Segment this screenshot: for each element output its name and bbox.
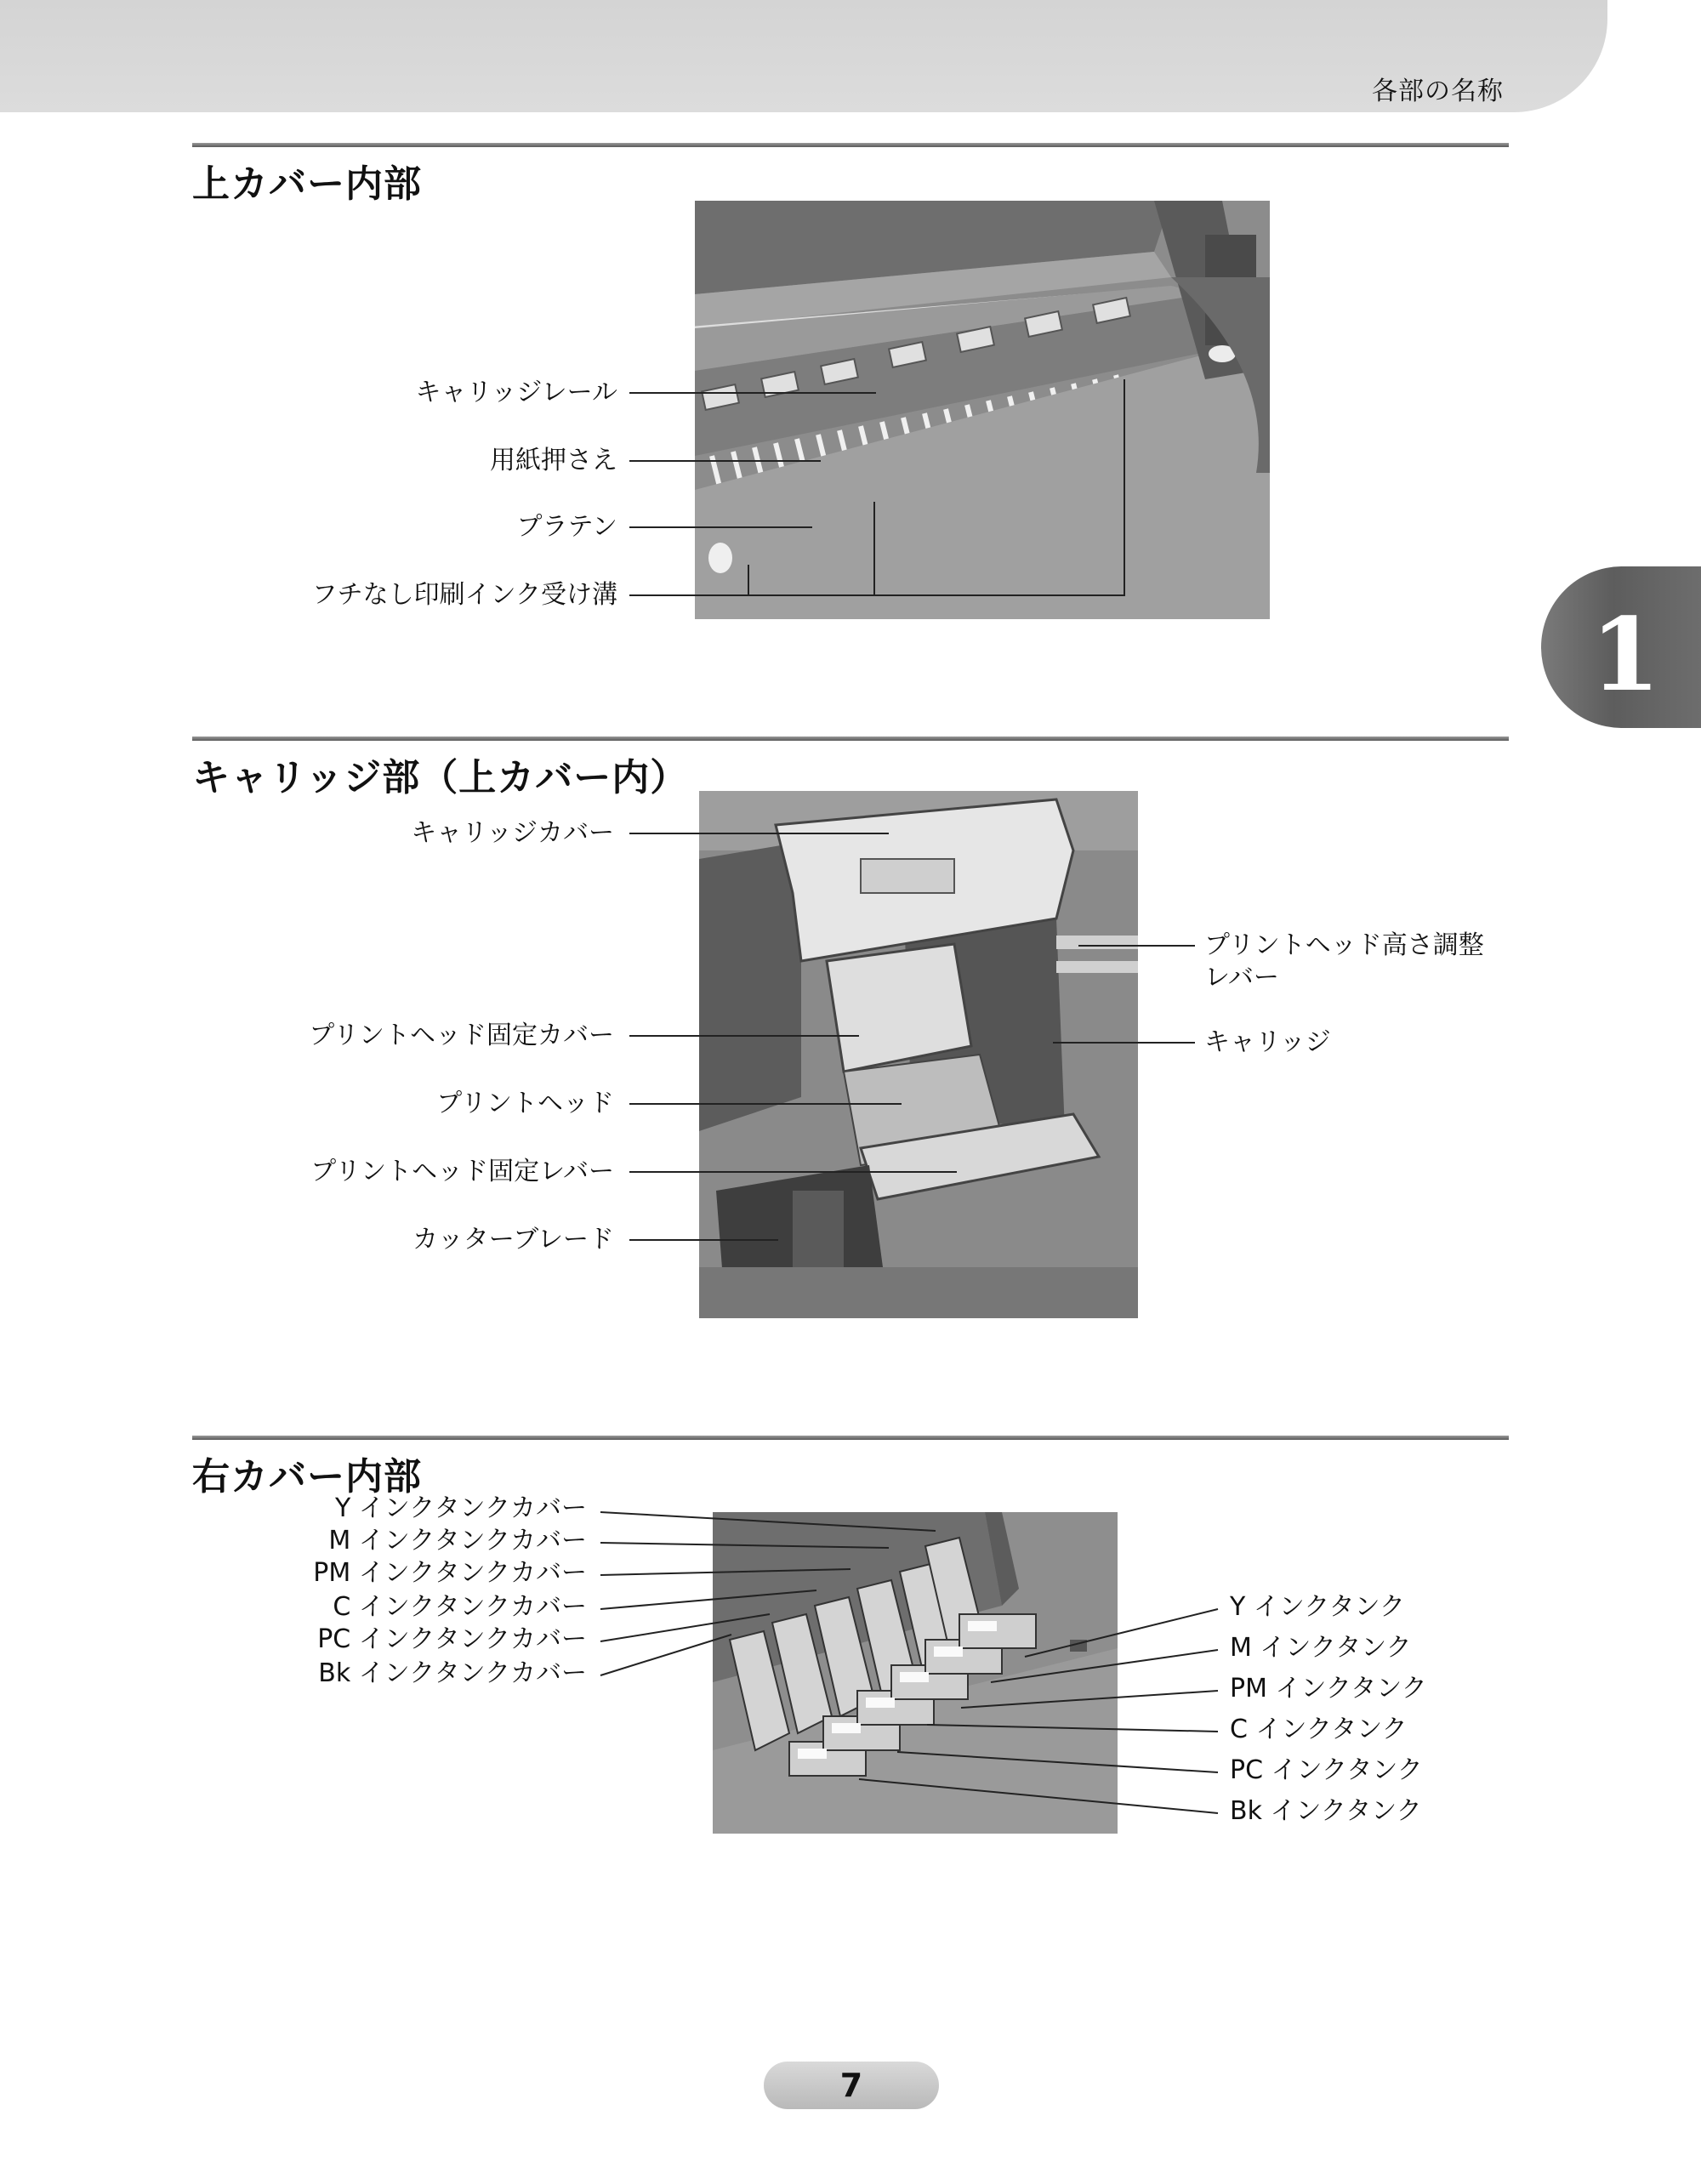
label-printhead: プリントヘッド — [436, 1089, 614, 1118]
label-cutter-blade: カッターブレード — [412, 1225, 614, 1254]
label-pm-ink-tank-cover: PM インクタンクカバー — [313, 1558, 587, 1588]
section-rule-top-cover — [192, 143, 1509, 147]
label-bk-ink-tank-cover: Bk インクタンクカバー — [318, 1658, 587, 1688]
label-paper-retainer: 用紙押さえ — [490, 446, 617, 475]
chapter-number: 1 — [1590, 595, 1661, 714]
label-m-ink-tank: M インクタンク — [1230, 1633, 1412, 1663]
label-c-ink-tank-cover: C インクタンクカバー — [333, 1592, 587, 1622]
label-pc-ink-tank: PC インクタンク — [1230, 1755, 1423, 1785]
section-rule-right-cover — [192, 1436, 1509, 1440]
label-head-height-lever-line2: レバー — [1204, 963, 1279, 992]
carriage-illustration — [699, 791, 1138, 1318]
label-head-height-lever-line1: プリントヘッド高さ調整 — [1204, 930, 1484, 960]
label-pm-ink-tank: PM インクタンク — [1230, 1674, 1427, 1703]
label-carriage-cover: キャリッジカバー — [411, 818, 614, 848]
section-title-carriage: キャリッジ部（上カバー内） — [192, 756, 689, 799]
label-printhead-lock-cover: プリントヘッド固定カバー — [309, 1021, 614, 1050]
page-number: 7 — [839, 2067, 863, 2104]
section-rule-carriage — [192, 737, 1509, 741]
running-header-title: 各部の名称 — [1372, 77, 1504, 106]
label-y-ink-tank: Y インクタンク — [1230, 1592, 1406, 1622]
top-cover-interior-illustration — [695, 201, 1270, 619]
label-borderless-ink-groove: フチなし印刷インク受け溝 — [311, 580, 617, 610]
label-platen: プラテン — [516, 512, 617, 542]
label-printhead-lock-lever: プリントヘッド固定レバー — [310, 1157, 614, 1186]
ink-tank-illustration — [713, 1512, 1118, 1834]
label-carriage-rail: キャリッジレール — [415, 378, 617, 407]
label-carriage: キャリッジ — [1204, 1027, 1331, 1057]
section-title-right-cover: 右カバー内部 — [192, 1455, 422, 1499]
label-c-ink-tank: C インクタンク — [1230, 1715, 1408, 1744]
label-y-ink-tank-cover: Y インクタンクカバー — [334, 1493, 587, 1523]
section-title-top-cover: 上カバー内部 — [192, 162, 422, 206]
label-m-ink-tank-cover: M インクタンクカバー — [328, 1526, 587, 1556]
label-pc-ink-tank-cover: PC インクタンクカバー — [317, 1624, 587, 1654]
header-band — [0, 0, 1607, 112]
label-bk-ink-tank: Bk インクタンク — [1230, 1796, 1422, 1826]
